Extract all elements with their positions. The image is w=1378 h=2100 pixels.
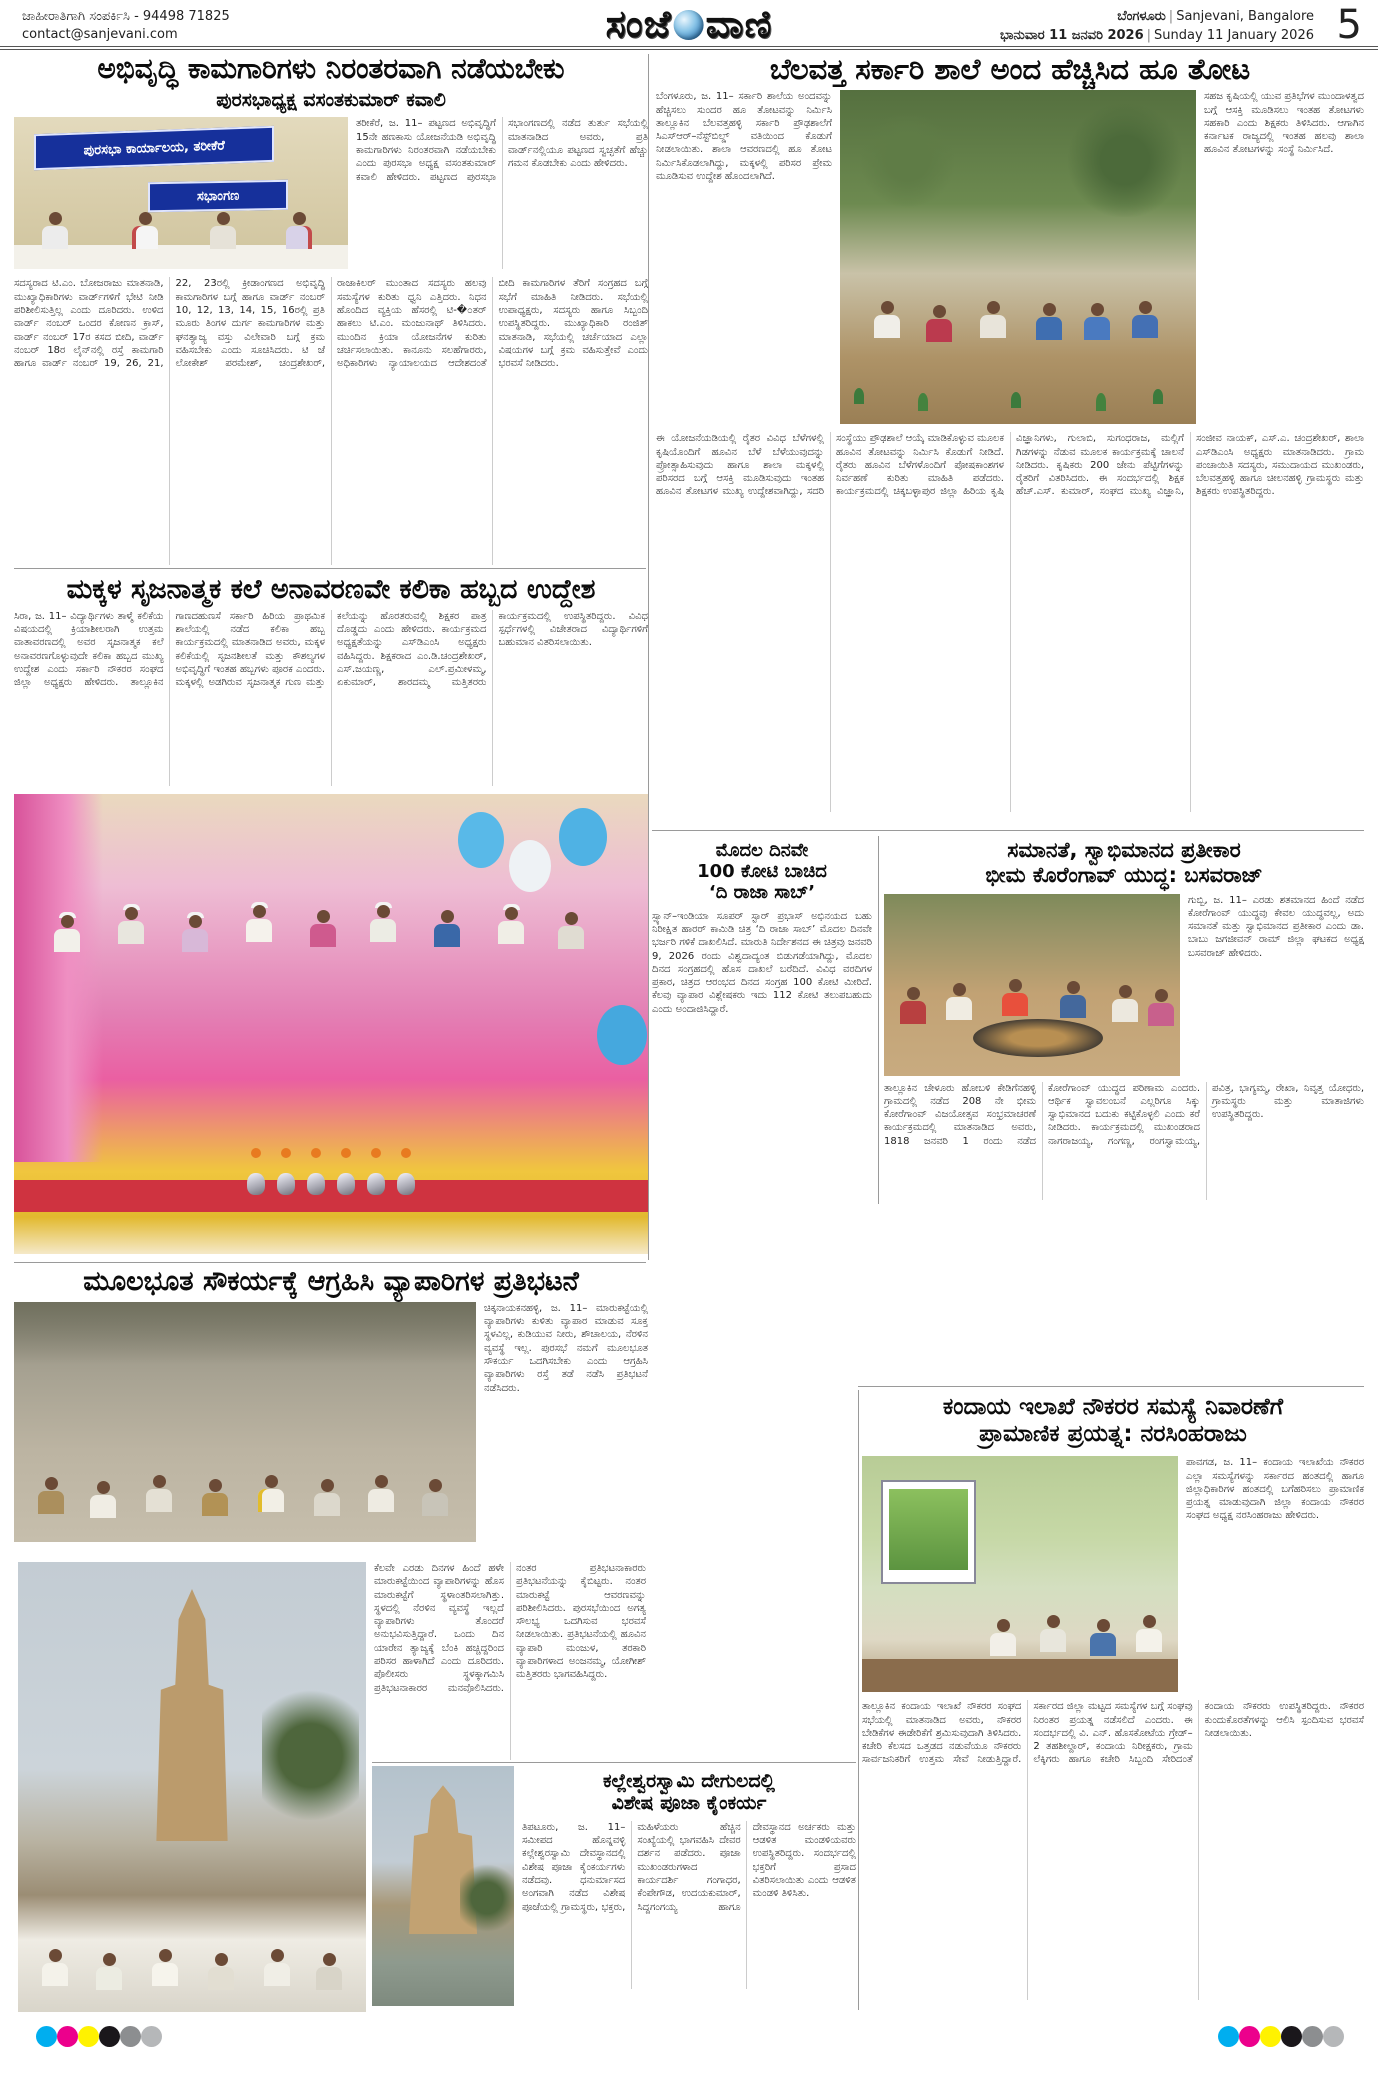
article-body: ತಾಲ್ಲೂಕಿನ ಕಂದಾಯ ಇಲಾಖೆ ನೌಕರರ ಸಂಘದ ಸಭೆಯಲ್ಲಿ ಮಾತನಾಡಿದ ಅವರು, ನೌಕರರ ಬೇಡಿಕೆಗಳ ಈಡೇರಿಕೆಗೆ ಶ್ರಮಿಸುವುದಾಗಿ ತಿಳಿಸಿದರು. ಕಚೇರಿ ಕೆಲಸದ ಒತ್ತಡದ ನಡುವೆಯೂ ನೌಕರರು ಸಾರ್ವಜನಿಕರಿಗೆ ಉತ್ತಮ ಸೇವೆ ನೀಡುತ್ತಿದ್ದಾರೆ. ಸರ್ಕಾರದ ಜಿಲ್ಲಾ ಮಟ್ಟದ ಸಮಸ್ಯೆಗಳ ಬಗ್ಗೆ ಸಂಘವು ನಿರಂತರ ಪ್ರಯತ್ನ ನಡೆಸಲಿದೆ ಎಂದರು. ಈ ಸಂದರ್ಭದಲ್ಲಿ ವಿ. ಎನ್. ಹೊಸಕೋಟೆಯ ಗ್ರೇಡ್–2 ತಹಶೀಲ್ದಾರ್, ಕಂದಾಯ ನಿರೀಕ್ಷಕರು, ಗ್ರಾಮ ಲೆಕ್ಕಿಗರು ಹಾಗೂ ಕಚೇರಿ ಸಿಬ್ಬಂದಿ ಸೇರಿದಂತೆ ಕಂದಾಯ ನೌಕರರು ಉಪಸ್ಥಿತರಿದ್ದರು. ನೌಕರರ ಕುಂದುಕೊರತೆಗಳನ್ನು ಆಲಿಸಿ ಸ್ಪಂದಿಸುವ ಭರವಸೆ ನೀಡಲಾಯಿತು. — [862, 1701, 1364, 1766]
person-figure — [874, 301, 900, 338]
print-color-dot — [1281, 2026, 1302, 2047]
person-figure — [118, 904, 144, 944]
person-figure — [370, 902, 396, 942]
article-body-intro: ಪಾವಗಡ, ಜ. 11– ಕಂದಾಯ ಇಲಾಖೆಯ ನೌಕರರ ಎಲ್ಲಾ ಸಮಸ್ಯೆಗಳನ್ನು ಸರ್ಕಾರದ ಹಂತದಲ್ಲಿ ಹಾಗೂ ಜಿಲ್ಲಾಧಿಕಾರಿಗಳ ಹಂತದಲ್ಲಿ ಬಗೆಹರಿಸಲು ಪ್ರಾಮಾಣಿಕ ಪ್ರಯತ್ನ ಮಾಡುವುದಾಗಿ ಜಿಲ್ಲಾ ಕಂದಾಯ ನೌಕರರ ಸಂಘದ ಅಧ್ಯಕ್ಷ ನರಸಿಂಹರಾಜು ಹೇಳಿದರು. — [1186, 1457, 1364, 1522]
edition-city-en: Sanjevani, Bangalore — [1176, 9, 1314, 24]
person-figure — [246, 902, 272, 942]
print-color-dot — [36, 2026, 57, 2047]
article-body: ಸದಸ್ಯರಾದ ಟಿ.ಎಂ. ಬೋಜರಾಜು ಮಾತನಾಡಿ, ಮುಖ್ಯಾಧಿಕಾರಿಗಳು ವಾರ್ಡ್‌ಗಳಿಗೆ ಭೇಟಿ ನೀಡಿ ಪರಿಶೀಲಿಸುತ್ತಿಲ್ಲ ಎಂದು ದೂರಿದರು. ಉಳಿದ ವಾರ್ಡ್ ನಂಬರ್ ಒಂದರ ಕೋಣನ ಕ್ರಾಸ್, ವಾರ್ಡ್ ನಂಬರ್ 17ರ ಕಸದ ಬೀದಿ, ವಾರ್ಡ್ ನಂಬರ್ 18ರ ಲೈನ್‌ನಲ್ಲಿ ರಸ್ತೆ ಕಾಮಗಾರಿ ಹಾಗೂ ವಾರ್ಡ್ ನಂಬರ್ 19, 26, 21, 22, 23ರಲ್ಲಿ ಕ್ರೀಡಾಂಗಣದ ಅಭಿವೃದ್ಧಿ ಕಾಮಗಾರಿಗಳ ಬಗ್ಗೆ ಹಾಗೂ ವಾರ್ಡ್ ನಂಬರ್ 10, 12, 13, 14, 15, 16ರಲ್ಲಿ ಪ್ರತಿ ಮೂರು ತಿಂಗಳ ದುರ್ಗ ಕಾಮಗಾರಿಗಳ ಮತ್ತು ಘನತ್ಯಾಜ್ಯ ವಸ್ತು ವಿಲೇವಾರಿ ಬಗ್ಗೆ ಕ್ರಮ ವಹಿಸಬೇಕು ಎಂದು ಸೂಚಿಸಿದರು. ಟಿ ಜೆ ಲೋಕೇಶ್ ಪರಮೇಶ್, ಚಂದ್ರಶೇಖರ್, ರಾಜಾಕಿಲರ್ ಮುಂತಾದ ಸದಸ್ಯರು ಹಲವು ಸಮಸ್ಯೆಗಳ ಕುರಿತು ಧ್ವನಿ ಎತ್ತಿದರು. ನಿಧನ ಹೊಂದಿದ ವ್ಯಕ್ತಿಯ ಹೆಸರಲ್ಲಿ ಟಿ-�೦ತರ್ ಹಾಕಲು ಟಿ.ಎಂ. ಮಂಜುನಾಥ್ ತಿಳಿಸಿದರು. ಮುಂದಿನ ಕ್ರಿಯಾ ಯೋಜನೆಗಳ ಕುರಿತು ಚರ್ಚಿಸಲಾಯಿತು. ಕಾನೂನು ಸಲಹೆಗಾರರು, ಅಧಿಕಾರಿಗಳು ನ್ಯಾಯಾಲಯದ ಆದೇಶದಂತೆ ಬೀದಿ ಕಾಮಗಾರಿಗಳ ತೆರಿಗೆ ಸಂಗ್ರಹದ ಬಗ್ಗೆ ಸಭೆಗೆ ಮಾಹಿತಿ ನೀಡಿದರು. ಸಭೆಯಲ್ಲಿ ಉಪಾಧ್ಯಕ್ಷರು, ಸದಸ್ಯರು ಹಾಗೂ ಸಿಬ್ಬಂದಿ ಉಪಸ್ಥಿತರಿದ್ದರು. ಮುಖ್ಯಾಧಿಕಾರಿ ರಂಜಿತ್ ಮಾತನಾಡಿ, ಸಭೆಯಲ್ಲಿ ಚರ್ಚೆಯಾದ ಎಲ್ಲಾ ವಿಷಯಗಳ ಬಗ್ಗೆ ಕ್ರಮ ವಹಿಸುತ್ತೇವೆ ಎಂದು ಭರವಸೆ ನೀಡಿದರು. — [14, 278, 648, 370]
photo-shape — [1153, 389, 1163, 404]
person-figure — [1090, 1619, 1116, 1656]
article-headline: ಅಭಿವೃದ್ಧಿ ಕಾಮಗಾರಿಗಳು ನಿರಂತರವಾಗಿ ನಡೆಯಬೇಕು — [97, 52, 565, 85]
balloon-shape — [509, 840, 551, 892]
person-figure — [558, 912, 584, 949]
advertise-contact-block — [22, 8, 230, 43]
photo-shape — [854, 388, 864, 404]
article-koregaon — [884, 836, 1364, 1204]
article-subheadline: ಪುರಸಭಾಧ್ಯಕ್ಷ ವಸಂತಕುಮಾರ್ ಕವಾಲಿ — [216, 89, 446, 112]
article-headline: ಮಕ್ಕಳ ಸೃಜನಾತ್ಮಕ ಕಲೆ ಅನಾವರಣವೇ ಕಲಿಕಾ ಹಬ್ಬದ ಉದ್ದೇಶ — [66, 574, 596, 605]
article-school-garden — [656, 52, 1364, 826]
separator: | — [1168, 9, 1174, 24]
photo-shape — [1068, 104, 1182, 218]
article-headline-line2: ಭೀಮ ಕೊರೆಂಗಾವ್ ಯುದ್ಧ: ಬಸವರಾಜ್ — [985, 862, 1263, 887]
photo-vendors-protest — [14, 1302, 476, 1542]
print-color-dot — [1260, 2026, 1281, 2047]
article-headline-line2: 100 ಕೋಟಿ ಬಾಚಿದ — [697, 861, 827, 883]
person-figure — [434, 910, 460, 947]
photo-shape — [889, 1489, 968, 1569]
person-figure — [132, 212, 158, 249]
person-figure — [980, 301, 1006, 338]
person-figure — [314, 1479, 340, 1516]
photo-temple-group — [18, 1562, 366, 2012]
article-headline-line1: ಕಲ್ಲೇಶ್ವರಸ್ವಾಮಿ ದೇಗುಲದಲ್ಲಿ — [603, 1770, 775, 1792]
person-figure — [90, 1481, 116, 1518]
person-figure — [316, 1953, 342, 1990]
person-figure — [1132, 301, 1158, 338]
edition-city-kn: ಬೆಂಗಳೂರು — [1117, 9, 1166, 24]
article-raja-saab — [652, 836, 872, 1204]
article-body-side: ಸಹಜ ಕೃಷಿಯಲ್ಲಿ ಯುವ ಪ್ರತಿಭೆಗಳ ಮುಂದಾಳತ್ವದ ಬಗ್ಗೆ ಆಸಕ್ತಿ ಮೂಡಿಸಲು ಇಂತಹ ತೋಟಗಳು ಸಹಕಾರಿ ಎಂದು ಶಿಕ್ಷಕರು ತಿಳಿಸಿದರು. ಆಗಾಗಿನ ಕರ್ನಾಟಕ ರಾಜ್ಯದಲ್ಲಿ ಇಂತಹ ಹಲವು ಶಾಲಾ ಹೂವಿನ ತೋಟಗಳನ್ನು ಸಂಸ್ಥೆ ನಿರ್ಮಿಸಿದೆ. — [1204, 91, 1364, 156]
article-divider — [858, 1386, 1364, 1387]
edition-date-en: Sunday 11 January 2026 — [1154, 27, 1314, 43]
contact-email: contact@sanjevani.com — [22, 26, 178, 42]
person-figure — [1136, 1615, 1162, 1652]
masthead-text-right: ವಾಣಿ — [705, 2, 773, 46]
print-color-dot — [78, 2026, 99, 2047]
person-figure — [1060, 981, 1086, 1018]
person-figure — [310, 910, 336, 947]
person-figure — [146, 1475, 172, 1512]
column-divider — [878, 836, 879, 1204]
person-figure — [926, 305, 952, 342]
person-figure — [54, 912, 80, 952]
photo-banner-text: ಪುರಸಭಾ ಕಾರ್ಯಾಲಯ, ತರೀಕೆರೆ — [34, 125, 274, 170]
photo-shape — [861, 110, 954, 210]
article-headline: ಮೂಲಭೂತ ಸೌಕರ್ಯಕ್ಕೆ ಆಗ್ರಹಿಸಿ ವ್ಯಾಪಾರಿಗಳ ಪ್ರತಿಭಟನೆ — [83, 1266, 579, 1297]
person-figure — [152, 1949, 178, 1986]
article-body: ಈ ಯೋಜನೆಯಡಿಯಲ್ಲಿ ರೈತರ ವಿವಿಧ ಬೆಳೆಗಳಲ್ಲಿ ಕೃಷಿಯೊಂದಿಗೆ ಹೂವಿನ ಬೆಳೆ ಬೆಳೆಯುವುದನ್ನು ಪ್ರೋತ್ಸಾಹಿಸುವುದು ಹಾಗೂ ಶಾಲಾ ಮಕ್ಕಳಲ್ಲಿ ಪರಿಸರದ ಬಗ್ಗೆ ಆಸಕ್ತಿ ಮೂಡಿಸುವುದು ಇಂತಹ ಹೂವಿನ ತೋಟಗಳ ಮುಖ್ಯ ಉದ್ದೇಶವಾಗಿದ್ದು, ಸದರಿ ಸಂಸ್ಥೆಯು ಪ್ರೌಢಶಾಲೆ ಆಯ್ಕೆ ಮಾಡಿಕೊಳ್ಳುವ ಮೂಲಕ ಹೂವಿನ ತೋಟವನ್ನು ನಿರ್ಮಿಸಿ ಕೊಡುಗೆ ನೀಡಿದೆ. ರೈತರು ಹೂವಿನ ಬೆಳೆಗಳೊಂದಿಗೆ ಪೋಷಕಾಂಶಗಳ ನಿರ್ವಹಣೆ ಕುರಿತು ಮಾಹಿತಿ ಪಡೆದರು. ಕಾರ್ಯಕ್ರಮದಲ್ಲಿ ಚಿಕ್ಕಬಳ್ಳಾಪುರ ಜಿಲ್ಲಾ ಹಿರಿಯ ಕೃಷಿ ವಿಜ್ಞಾನಿಗಳು, ಗುಲಾಬಿ, ಸುಗಂಧರಾಜ, ಮಲ್ಲಿಗೆ ಗಿಡಗಳನ್ನು ನೆಡುವ ಮೂಲಕ ಕಾರ್ಯಕ್ರಮಕ್ಕೆ ಚಾಲನೆ ನೀಡಿದರು. ಕೃಷಿಕರು 200 ಜೇನು ಪೆಟ್ಟಿಗೆಗಳನ್ನು ರೈತರಿಗೆ ವಿತರಿಸಿದರು. ಈ ಸಂದರ್ಭದಲ್ಲಿ ಶಿಕ್ಷಕ ಹೆಚ್.ಎಸ್. ಕುಮಾರ್, ಸಂಘದ ಮುಖ್ಯ ವಿಜ್ಞಾನಿ, ಸಂಜೀವ ನಾಯಕ್, ಎಸ್.ಎ. ಚಂದ್ರಶೇಖರ್, ಶಾಲಾ ಎಸ್‌ಡಿಎಂಸಿ ಅಧ್ಯಕ್ಷರು ಮಾತನಾಡಿದರು. ಗ್ರಾಮ ಪಂಚಾಯಿತಿ ಸದಸ್ಯರು, ಸಮುದಾಯದ ಮುಖಂಡರು, ಬೆಲವತ್ತಹಳ್ಳಿ ಹಾಗೂ ಚೀಲನಹಳ್ಳಿ ಗ್ರಾಮಸ್ಥರು ಮತ್ತು ಶಿಕ್ಷಕರು ಉಪಸ್ಥಿತರಿದ್ದರು. — [656, 433, 1364, 498]
article-headline: ಬೆಲವತ್ತ ಸರ್ಕಾರಿ ಶಾಲೆ ಅಂದ ಹೆಚ್ಚಿಸಿದ ಹೂ ತೋಟ — [769, 52, 1251, 86]
column-divider — [858, 1390, 859, 2010]
article-body-intro: ಗುಬ್ಬಿ, ಜ. 11– ಎರಡು ಶತಮಾನದ ಹಿಂದೆ ನಡೆದ ಕೋರೆಗಾಂವ್ ಯುದ್ಧವು ಕೇವಲ ಯುದ್ಧವಲ್ಲ, ಅದು ಸಮಾನತೆ ಮತ್ತು ಸ್ವಾಭಿಮಾನದ ಪ್ರತೀಕಾರ ಎಂದು ಡಾ. ಬಾಬು ಜಗಜೀವನ್ ರಾಮ್ ಜಿಲ್ಲಾ ಘಟಕದ ಅಧ್ಯಕ್ಷ ಬಸವರಾಜ್ ಹೇಳಿದರು. — [1188, 894, 1364, 959]
photo-school-flower-garden — [840, 90, 1196, 424]
article-divider — [652, 830, 1364, 831]
print-color-dot — [120, 2026, 141, 2047]
photo-shape — [1011, 392, 1021, 408]
article-headline-line1: ಮೊದಲ ದಿನವೇ — [715, 840, 809, 861]
person-figure — [42, 1949, 68, 1986]
person-figure — [368, 1475, 394, 1512]
person-figure — [264, 1949, 290, 1986]
person-figure — [202, 1479, 228, 1516]
article-kalleshwara-pooja — [372, 1766, 856, 2012]
photo-shape — [862, 1659, 1178, 1692]
person-figure — [422, 1479, 448, 1516]
temple-gopuram-shape — [136, 1589, 247, 1841]
article-headline-line1: ಕಂದಾಯ ಇಲಾಖೆ ನೌಕರರ ಸಮಸ್ಯೆ ನಿವಾರಣೆಗೆ — [942, 1394, 1284, 1420]
person-figure — [1148, 989, 1174, 1026]
person-figure — [946, 983, 972, 1020]
photo-shape — [14, 794, 103, 1162]
masthead — [606, 2, 773, 47]
photo-shape — [1096, 393, 1106, 411]
person-figure — [1112, 985, 1138, 1022]
person-figure — [210, 212, 236, 249]
article-body: ಸ್ಪ್ಯಾನ್–ಇಂಡಿಯಾ ಸೂಪರ್ ಸ್ಟಾರ್ ಪ್ರಭಾಸ್ ಅಭಿನಯದ ಬಹು ನಿರೀಕ್ಷಿತ ಹಾರರ್ ಕಾಮಿಡಿ ಚಿತ್ರ ‘ದಿ ರಾಜಾ ಸಾಬ್’ ಮೊದಲ ದಿನವೇ ಭರ್ಜರಿ ಗಳಿಕೆ ದಾಖಲಿಸಿದೆ. ಮಾರುತಿ ನಿರ್ದೇಶನದ ಈ ಚಿತ್ರವು ಜನವರಿ 9, 2026 ರಂದು ವಿಶ್ವದಾದ್ಯಂತ ಬಿಡುಗಡೆಯಾಗಿದ್ದು, ಮೊದಲ ದಿನದ ಸಂಗ್ರಹದಲ್ಲಿ ಹೊಸ ದಾಖಲೆ ಬರೆದಿದೆ. ವಿವಿಧ ವರದಿಗಳ ಪ್ರಕಾರ, ಚಿತ್ರದ ಆರಂಭದ ದಿನದ ಸಂಗ್ರಹ 100 ಕೋಟಿ ಮೀರಿದೆ. ಕೆಲವು ವ್ಯಾಪಾರ ವಿಶ್ಲೇಷಕರು ಇದು 112 ಕೋಟಿ ತಲುಪಬಹುದು ಎಂದು ಅಂದಾಜಿಸಿದ್ದಾರೆ. — [652, 910, 872, 1015]
column-divider — [648, 54, 649, 1260]
article-headline-line2: ಪ್ರಾಮಾಣಿಕ ಪ್ರಯತ್ನ: ನರಸಿಂಹರಾಜು — [979, 1421, 1247, 1448]
photo-shape — [14, 1302, 476, 1364]
person-figure — [1084, 303, 1110, 340]
print-color-dot — [57, 2026, 78, 2047]
balloon-shape — [458, 812, 504, 868]
person-figure — [1040, 1615, 1066, 1652]
separator: | — [1146, 27, 1152, 43]
person-figure — [208, 1953, 234, 1990]
person-figure — [258, 1475, 284, 1512]
person-figure — [38, 1477, 64, 1514]
article-body: ಸಿರಾ, ಜ. 11– ವಿದ್ಯಾರ್ಥಿಗಳು ತಾಳ್ಮೆ ಕಲಿಕೆಯ ವಿಷಯದಲ್ಲಿ ಕ್ರಿಯಾಶೀಲರಾಗಿ ಉತ್ತಮ ವಾತಾವರಣದಲ್ಲಿ ಅವರ ಸೃಜನಾತ್ಮಕ ಕಲೆ ಅನಾವರಣಗೊಳ್ಳುವುದೇ ಕಲಿಕಾ ಹಬ್ಬದ ಮುಖ್ಯ ಉದ್ದೇಶ ಎಂದು ಸರ್ಕಾರಿ ನೌಕರರ ಸಂಘದ ಜಿಲ್ಲಾ ಅಧ್ಯಕ್ಷರು ಹೇಳಿದರು. ತಾಲ್ಲೂಕಿನ ಗಾಣದಹುಣಸೆ ಸರ್ಕಾರಿ ಹಿರಿಯ ಪ್ರಾಥಮಿಕ ಶಾಲೆಯಲ್ಲಿ ನಡೆದ ಕಲಿಕಾ ಹಬ್ಬ ಕಾರ್ಯಕ್ರಮದಲ್ಲಿ ಮಾತನಾಡಿದ ಅವರು, ಮಕ್ಕಳ ಕಲಿಕೆಯಲ್ಲಿ ಸೃಜನಶೀಲತೆ ಮತ್ತು ಕೌಶಲ್ಯಗಳ ಅಭಿವೃದ್ಧಿಗೆ ಇಂತಹ ಹಬ್ಬಗಳು ಪೂರಕ ಎಂದರು. ಮಕ್ಕಳಲ್ಲಿ ಅಡಗಿರುವ ಸೃಜನಾತ್ಮಕ ಗುಣ ಮತ್ತು ಕಲೆಯನ್ನು ಹೊರತರುವಲ್ಲಿ ಶಿಕ್ಷಕರ ಪಾತ್ರ ದೊಡ್ಡದು ಎಂದು ಹೇಳಿದರು. ಕಾರ್ಯಕ್ರಮದ ಅಧ್ಯಕ್ಷತೆಯನ್ನು ಎಸ್‌ಡಿಎಂಸಿ ಅಧ್ಯಕ್ಷರು ವಹಿಸಿದ್ದರು. ಶಿಕ್ಷಕರಾದ ಎಂ.ಡಿ.ಚಂದ್ರಶೇಖರ್, ಎಸ್.ಜಯಣ್ಣ, ಎಲ್.ಪ್ರಮೀಳಮ್ಮ, ಏಕುಮಾರ್, ಶಾರದಮ್ಮ ಮತ್ತಿತರರು ಕಾರ್ಯಕ್ರಮದಲ್ಲಿ ಉಪಸ್ಥಿತರಿದ್ದರು. ವಿವಿಧ ಸ್ಪರ್ಧೆಗಳಲ್ಲಿ ವಿಜೇತರಾದ ವಿದ್ಯಾರ್ಥಿಗಳಿಗೆ ಬಹುಮಾನ ವಿತರಿಸಲಾಯಿತು. — [14, 610, 648, 689]
masthead-text-left: ಸಂಜೆ — [605, 2, 672, 46]
kalasha-pot-row — [52, 1173, 610, 1210]
print-color-dot — [99, 2026, 120, 2047]
person-figure — [1036, 303, 1062, 340]
article-headline-line2: ವಿಶೇಷ ಪೂಜಾ ಕೈಂಕರ್ಯ — [611, 1792, 767, 1815]
person-figure — [1002, 979, 1028, 1016]
photo-revenue-meeting — [862, 1456, 1178, 1692]
photo-shape — [460, 1862, 514, 1934]
print-color-dot — [1218, 2026, 1239, 2047]
photo-shape — [918, 393, 928, 411]
person-figure — [900, 987, 926, 1024]
article-divider — [14, 568, 646, 569]
article-headline-line3: ‘ದಿ ರಾಜಾ ಸಾಬ್’ — [708, 882, 816, 904]
edition-date-kn: ಭಾನುವಾರ 11 ಜನವರಿ 2026 — [999, 27, 1144, 43]
person-figure — [498, 904, 524, 944]
print-color-dot — [1239, 2026, 1260, 2047]
balloon-shape — [559, 808, 607, 866]
globe-icon — [674, 10, 704, 40]
print-color-dot — [1302, 2026, 1323, 2047]
photo-shape — [262, 1679, 359, 1832]
photo-municipal-meeting — [14, 117, 348, 269]
article-body: ತಿಪಟೂರು, ಜ. 11– ಸಮೀಪದ ಹೊನ್ನವಳ್ಳಿ ಕಲ್ಲೇಶ್ವರಸ್ವಾಮಿ ದೇವಸ್ಥಾನದಲ್ಲಿ ವಿಶೇಷ ಪೂಜಾ ಕೈಂಕರ್ಯಗಳು ನಡೆದವು. ಧನುರ್ಮಾಸದ ಅಂಗವಾಗಿ ನಡೆದ ವಿಶೇಷ ಪೂಜೆಯಲ್ಲಿ ಗ್ರಾಮಸ್ಥರು, ಭಕ್ತರು, ಮಹಿಳೆಯರು ಹೆಚ್ಚಿನ ಸಂಖ್ಯೆಯಲ್ಲಿ ಭಾಗವಹಿಸಿ ದೇವರ ದರ್ಶನ ಪಡೆದರು. ಪೂಜಾ ಮುಖಂಡರುಗಳಾದ ಕಾರ್ಯದರ್ಶಿ ಗಂಗಾಧರ, ಕೆಂಪೇಗೌಡ, ಉದಯಕುಮಾರ್, ಸಿದ್ದಗಂಗಯ್ಯ ಹಾಗೂ ದೇವಸ್ಥಾನದ ಅರ್ಚಕರು ಮತ್ತು ಆಡಳಿತ ಮಂಡಳಿಯವರು ಉಪಸ್ಥಿತರಿದ್ದರು. ಸಂದರ್ಭದಲ್ಲಿ ಭಕ್ತರಿಗೆ ಪ್ರಸಾದ ವಿತರಿಸಲಾಯಿತು ಎಂದು ಆಡಳಿತ ಮಂಡಳಿ ತಿಳಿಸಿತು. — [522, 1821, 856, 1913]
article-body: ತಾಲ್ಲೂಕಿನ ಚೇಳೂರು ಹೋಬಳಿ ಕೇಡಿಗೆನಹಳ್ಳಿ ಗ್ರಾಮದಲ್ಲಿ ನಡೆದ 208 ನೇ ಭೀಮ ಕೋರೆಗಾಂವ್ ವಿಜಯೋತ್ಸವ ಸಂಭ್ರಮಾಚರಣೆ ಕಾರ್ಯಕ್ರಮದಲ್ಲಿ ಮಾತನಾಡಿದ ಅವರು, 1818 ಜನವರಿ 1 ರಂದು ನಡೆದ ಕೋರೆಗಾಂವ್ ಯುದ್ಧದ ಪರಿಣಾಮ ಎಂದರು. ಆರ್ಥಿಕ ಸ್ವಾವಲಂಬನೆ ಎಲ್ಲರಿಗೂ ಸಿಕ್ಕು ಸ್ವಾಭಿಮಾನದ ಬದುಕು ಕಟ್ಟಿಕೊಳ್ಳಲಿ ಎಂದು ಕರೆ ನೀಡಿದರು. ಕಾರ್ಯಕ್ರಮದಲ್ಲಿ ಮುಖಂಡರಾದ ನಾಗರಾಜಯ್ಯ, ಗಂಗಣ್ಣ, ರಂಗಸ್ವಾಮಯ್ಯ, ಪವಿತ್ರ, ಭಾಗ್ಯಮ್ಮ, ರೇಖಾ, ನಿವೃತ್ತ ಯೋಧರು, ಗ್ರಾಮಸ್ಥರು ಮತ್ತು ಮಾತಾಜಿಗಳು ಉಪಸ್ಥಿತರಿದ್ದರು. — [884, 1082, 1364, 1147]
article-body-intro: ತರೀಕೆರೆ, ಜ. 11– ಪಟ್ಟಣದ ಅಭಿವೃದ್ಧಿಗೆ 15ನೇ ಹಣಕಾಸು ಯೋಜನೆಯಡಿ ಅಭಿವೃದ್ಧಿ ಕಾಮಗಾರಿಗಳು ನಿರಂತರವಾಗಿ ನಡೆಯಬೇಕು ಎಂದು ಪುರಸಭಾ ಅಧ್ಯಕ್ಷ ವಸಂತಕುಮಾರ್ ಕವಾಲಿ ಹೇಳಿದರು. ಪಟ್ಟಣದ ಪುರಸಭಾ ಸಭಾಂಗಣದಲ್ಲಿ ನಡೆದ ತುರ್ತು ಸಭೆಯಲ್ಲಿ ಮಾತನಾಡಿದ ಅವರು, ಪ್ರತಿ ವಾರ್ಡ್‌ನಲ್ಲಿಯೂ ಪಟ್ಟಣದ ಸ್ವಚ್ಛತೆಗೆ ಹೆಚ್ಚು ಗಮನ ಕೊಡಬೇಕು ಎಂದು ಹೇಳಿದರು. — [356, 118, 648, 183]
article-kalika-habba — [14, 574, 648, 1262]
print-registration-marks-left — [36, 2026, 162, 2047]
photo-koregaon-event — [884, 894, 1180, 1076]
print-color-dot — [141, 2026, 162, 2047]
cooking-pan-shape — [973, 1019, 1103, 1057]
print-registration-marks-right — [1218, 2026, 1344, 2047]
photo-kalleshwara-temple — [372, 1766, 514, 2006]
person-figure — [96, 1953, 122, 1990]
advertise-contact-line: ಜಾಹೀರಾತಿಗಾಗಿ ಸಂಪರ್ಕಿಸಿ - 94498 71825 — [22, 9, 230, 24]
header-rule — [0, 46, 1378, 50]
article-body-intro: ಬೆಂಗಳೂರು, ಜ. 11– ಸರ್ಕಾರಿ ಶಾಲೆಯ ಅಂದವನ್ನು ಹೆಚ್ಚಿಸಲು ಸುಂದರ ಹೂ ತೋಟವನ್ನು ನಿರ್ಮಿಸಿ ತಾಲ್ಲೂಕಿನ ಬೆಲವತ್ತಹಳ್ಳಿ ಸರ್ಕಾರಿ ಪ್ರೌಢಶಾಲೆಗೆ ಸಿಎಸ್‌ಆರ್–ನೆಸ್ಟ್‌ಬಿಲ್ಡ್ ವತಿಯಿಂದ ಕೊಡುಗೆ ನೀಡಲಾಯಿತು. ಶಾಲಾ ಆವರಣದಲ್ಲಿ ಹೂ ತೋಟ ನಿರ್ಮಿಸಿಕೊಡಲಾಗಿದ್ದು, ಮಕ್ಕಳಲ್ಲಿ ಪರಿಸರ ಪ್ರೇಮ ಮೂಡಿಸುವ ಉದ್ದೇಶ ಹೊಂದಲಾಗಿದೆ. — [656, 91, 832, 182]
article-municipal-development — [14, 52, 648, 566]
person-figure — [990, 1619, 1016, 1656]
person-figure — [286, 212, 312, 249]
article-revenue-employees — [862, 1390, 1364, 2012]
article-divider — [14, 1262, 646, 1263]
article-body: ಕೆಲವೇ ಎರಡು ದಿನಗಳ ಹಿಂದೆ ಹಳೇ ಮಾರುಕಟ್ಟೆಯಿಂದ ವ್ಯಾಪಾರಿಗಳನ್ನು ಹೊಸ ಮಾರುಕಟ್ಟೆಗೆ ಸ್ಥಳಾಂತರಿಸಲಾಗಿತ್ತು. ಸ್ಥಳದಲ್ಲಿ ನೆರಳಿನ ವ್ಯವಸ್ಥೆ ಇಲ್ಲದೆ ವ್ಯಾಪಾರಿಗಳು ತೊಂದರೆ ಅನುಭವಿಸುತ್ತಿದ್ದಾರೆ. ಒಂದು ದಿನ ಯಾರೇನ ತ್ಯಾಜ್ಯಕ್ಕೆ ಬೆಂಕಿ ಹಚ್ಚಿದ್ದರಿಂದ ಪರಿಸರ ಹಾಳಾಗಿದೆ ಎಂದು ದೂರಿದರು. ಪೊಲೀಸರು ಸ್ಥಳಕ್ಕಾಗಮಿಸಿ ಪ್ರತಿಭಟನಾಕಾರರ ಮನವೊಲಿಸಿದರು. ನಂತರ ಪ್ರತಿಭಟನಾಕಾರರು ಪ್ರತಿಭಟನೆಯನ್ನು ಕೈಬಿಟ್ಟರು. ನಂತರ ಮಾರುಕಟ್ಟೆ ಆವರಣವನ್ನು ಪರಿಶೀಲಿಸಿದರು. ಪುರಸಭೆಯಿಂದ ಅಗತ್ಯ ಸೌಲಭ್ಯ ಒದಗಿಸುವ ಭರವಸೆ ನೀಡಲಾಯಿತು. ಪ್ರತಿಭಟನೆಯಲ್ಲಿ ಹೂವಿನ ವ್ಯಾಪಾರಿ ಮಂಜುಳ, ತರಕಾರಿ ವ್ಯಾಪಾರಿಗಳಾದ ಅಂಜನಮ್ಮ, ಯೋಗೀಶ್ ಮತ್ತಿತರರು ಭಾಗವಹಿಸಿದ್ದರು. — [374, 1563, 646, 1694]
edition-info — [1000, 8, 1314, 46]
page-number: 5 — [1336, 2, 1362, 48]
person-figure — [42, 212, 68, 249]
article-headline-line1: ಸಮಾನತೆ, ಸ್ವಾಭಿಮಾನದ ಪ್ರತೀಕಾರ — [1007, 838, 1241, 862]
print-color-dot — [1323, 2026, 1344, 2047]
person-figure — [182, 912, 208, 952]
balloon-shape — [597, 1005, 647, 1065]
article-body-intro: ಚಿಕ್ಕನಾಯಕನಹಳ್ಳಿ, ಜ. 11– ಮಾರುಕಟ್ಟೆಯಲ್ಲಿ ವ್ಯಾಪಾರಿಗಳು ಕುಳಿತು ವ್ಯಾಪಾರ ಮಾಡುವ ಸೂಕ್ತ ಸ್ಥಳವಿಲ್ಲ, ಕುಡಿಯುವ ನೀರು, ಶೌಚಾಲಯ, ನೆರಳಿನ ವ್ಯವಸ್ಥೆ ಇಲ್ಲ. ಪುರಸಭೆ ನಮಗೆ ಮೂಲಭೂತ ಸೌಕರ್ಯ ಒದಗಿಸಬೇಕು ಎಂದು ಆಗ್ರಹಿಸಿ ವ್ಯಾಪಾರಿಗಳು ರಸ್ತೆ ತಡೆ ನಡೆಸಿ ಪ್ರತಿಭಟನೆ ನಡೆಸಿದರು. — [484, 1302, 648, 1394]
photo-banner-text: ಸಭಾಂಗಣ — [148, 180, 288, 213]
photo-kalika-habba-stage — [14, 794, 648, 1254]
